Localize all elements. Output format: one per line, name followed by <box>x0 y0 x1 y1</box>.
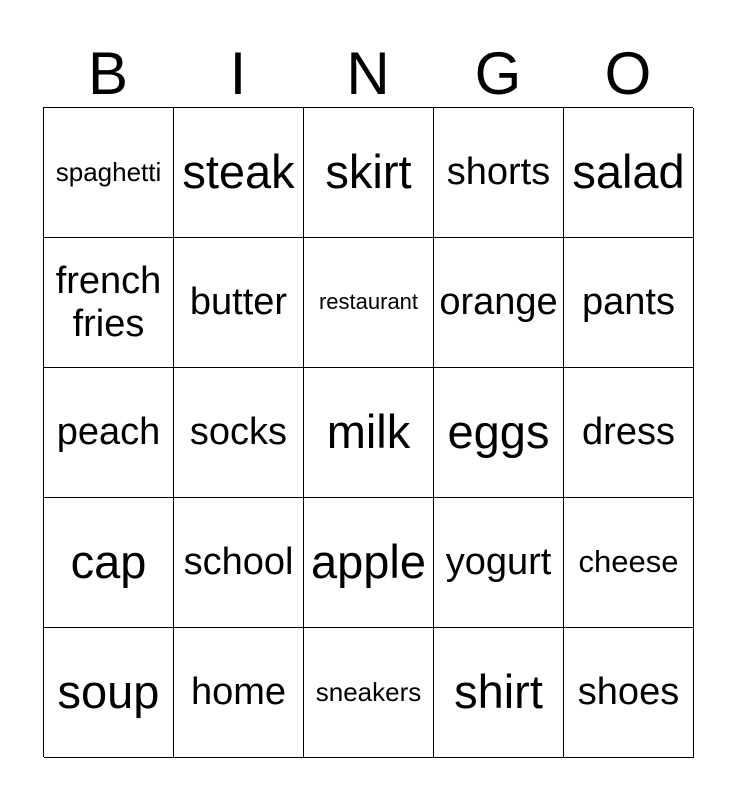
bingo-cell: french fries <box>44 238 174 368</box>
bingo-cell: butter <box>174 238 304 368</box>
bingo-cell: soup <box>44 628 174 758</box>
header-letter-o: O <box>604 40 652 107</box>
bingo-header <box>43 40 693 108</box>
bingo-cell: milk <box>304 368 434 498</box>
bingo-cell: pants <box>564 238 694 368</box>
bingo-cell: apple <box>304 498 434 628</box>
header-letter-g: G <box>474 40 522 107</box>
bingo-cell: yogurt <box>434 498 564 628</box>
header-letter-b: B <box>87 40 129 107</box>
bingo-cell: peach <box>44 368 174 498</box>
bingo-cell: skirt <box>304 108 434 238</box>
bingo-cell: shoes <box>564 628 694 758</box>
bingo-cell: cheese <box>564 498 694 628</box>
bingo-cell: sneakers <box>304 628 434 758</box>
bingo-board <box>43 107 693 757</box>
bingo-cell: orange <box>434 238 564 368</box>
bingo-cell: socks <box>174 368 304 498</box>
bingo-cell: school <box>174 498 304 628</box>
bingo-cell: spaghetti <box>44 108 174 238</box>
bingo-cell: cap <box>44 498 174 628</box>
header-letter-i: I <box>229 40 247 107</box>
bingo-cell: home <box>174 628 304 758</box>
bingo-cell: shorts <box>434 108 564 238</box>
bingo-cell: steak <box>174 108 304 238</box>
bingo-cell: shirt <box>434 628 564 758</box>
bingo-cell: restaurant <box>304 238 434 368</box>
bingo-cell: salad <box>564 108 694 238</box>
header-letter-n: N <box>346 40 390 107</box>
bingo-cell: eggs <box>434 368 564 498</box>
bingo-cell: dress <box>564 368 694 498</box>
